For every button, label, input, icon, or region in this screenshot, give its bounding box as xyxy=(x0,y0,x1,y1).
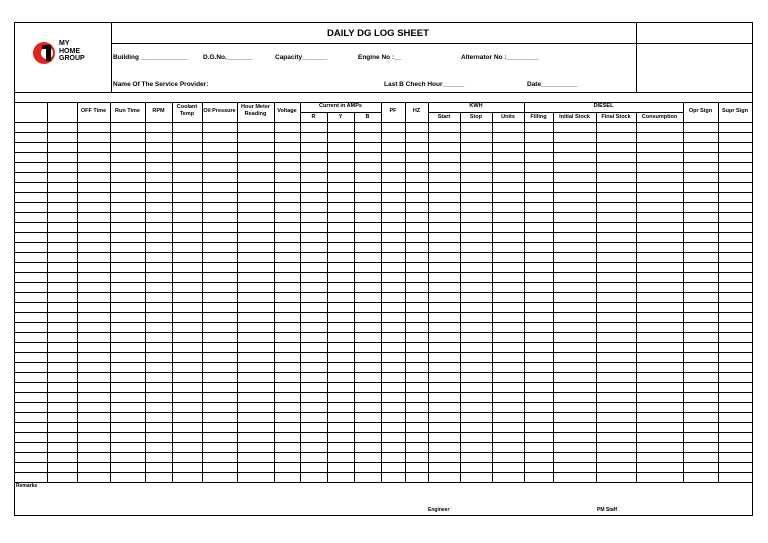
table-row xyxy=(15,232,752,233)
table-row xyxy=(15,462,752,463)
table-grid xyxy=(15,102,752,482)
diesel-final-header: Final Stock xyxy=(601,114,631,120)
column-line xyxy=(460,112,461,482)
table-row xyxy=(15,132,752,133)
table-row xyxy=(15,372,752,373)
sheet-title: DAILY DG LOG SHEET xyxy=(327,28,429,39)
off-time-header: OFF Time xyxy=(80,108,107,114)
voltage-header: Voltage xyxy=(277,108,297,114)
current-r-header: R xyxy=(311,114,316,120)
header-bottom-line xyxy=(15,92,752,93)
kwh-stop-header: Stop xyxy=(469,114,483,120)
table-row xyxy=(15,172,752,173)
right-box-divider xyxy=(636,23,637,92)
pf-header: PF xyxy=(389,108,397,114)
table-row xyxy=(15,402,752,403)
opr-sign-header: Opr Sign xyxy=(688,108,713,114)
dg-no-field: D.G.No._______ xyxy=(203,54,253,61)
table-row xyxy=(15,182,752,183)
logo-divider xyxy=(111,23,112,92)
my-home-group-logo xyxy=(32,38,92,68)
table-row xyxy=(15,412,752,413)
table-row xyxy=(15,322,752,323)
column-line xyxy=(636,112,637,482)
engine-no-field: Engine No :__ xyxy=(358,54,402,61)
kwh-header: KWH xyxy=(469,103,483,109)
table-row xyxy=(15,222,752,223)
table-row xyxy=(15,212,752,213)
service-provider-field: Name Of The Service Provider: xyxy=(113,81,209,88)
diesel-filling-header: Filling xyxy=(530,114,547,120)
table-row xyxy=(15,452,752,453)
supr-sign-header: Supr Sign xyxy=(722,108,748,114)
table-row xyxy=(15,392,752,393)
last-check-hour-field: Last B Chech Hour______ xyxy=(384,81,465,88)
table-row xyxy=(15,422,752,423)
table-row xyxy=(15,162,752,163)
table-row xyxy=(15,142,752,143)
pm-staff-label: PM Staff xyxy=(597,507,617,513)
table-row xyxy=(15,382,752,383)
title-divider xyxy=(111,43,752,44)
building-field: Building _____________ xyxy=(113,54,188,61)
table-row xyxy=(15,152,752,153)
table-row xyxy=(15,342,752,343)
table-row xyxy=(15,302,752,303)
remarks-label: Remarks xyxy=(16,483,38,489)
table-row xyxy=(15,252,752,253)
engineer-label: Engineer xyxy=(428,507,450,513)
diesel-consumption-header: Consumption xyxy=(641,114,678,120)
alternator-no-field: Alternator No :_________ xyxy=(461,54,540,61)
table-row xyxy=(15,312,752,313)
table-row xyxy=(15,352,752,353)
table-row xyxy=(15,282,752,283)
logo-line-3: GROUP xyxy=(59,55,85,62)
table-row xyxy=(15,122,752,123)
capacity-field: Capacity_______ xyxy=(275,54,328,61)
diesel-header: DIESEL xyxy=(593,103,614,109)
kwh-start-header: Start xyxy=(437,114,451,120)
column-line xyxy=(553,112,554,482)
log-table xyxy=(15,102,752,482)
rpm-header: RPM xyxy=(152,108,165,114)
oil-pressure-header: Oil Pressure xyxy=(203,108,236,114)
table-row xyxy=(15,262,752,263)
current-header: Current in AMPs xyxy=(319,103,362,109)
table-row xyxy=(15,332,752,333)
date-field: Date__________ xyxy=(527,81,578,88)
table-row xyxy=(15,442,752,443)
table-row xyxy=(15,192,752,193)
table-row xyxy=(15,242,752,243)
kwh-units-header: Units xyxy=(501,114,515,120)
table-row xyxy=(15,432,752,433)
hour-meter-header: Hour Meter Reading xyxy=(240,104,271,117)
table-row xyxy=(15,272,752,273)
coolant-temp-header: Coolant Temp xyxy=(176,104,198,117)
table-row xyxy=(15,202,752,203)
table-row xyxy=(15,472,752,473)
column-line xyxy=(596,112,597,482)
column-line xyxy=(354,112,355,482)
column-line xyxy=(492,112,493,482)
table-row xyxy=(15,292,752,293)
table-row xyxy=(15,362,752,363)
run-time-header: Run Time xyxy=(115,108,140,114)
logo-line-1: MY xyxy=(59,40,70,47)
hz-header: HZ xyxy=(412,108,421,114)
diesel-initial-header: Initial Stock xyxy=(559,114,590,120)
column-line xyxy=(327,112,328,482)
table-row xyxy=(15,482,752,483)
logo-line-2: HOME xyxy=(59,47,80,55)
current-b-header: B xyxy=(365,114,370,120)
log-sheet xyxy=(14,22,753,516)
current-y-header: Y xyxy=(338,114,343,120)
